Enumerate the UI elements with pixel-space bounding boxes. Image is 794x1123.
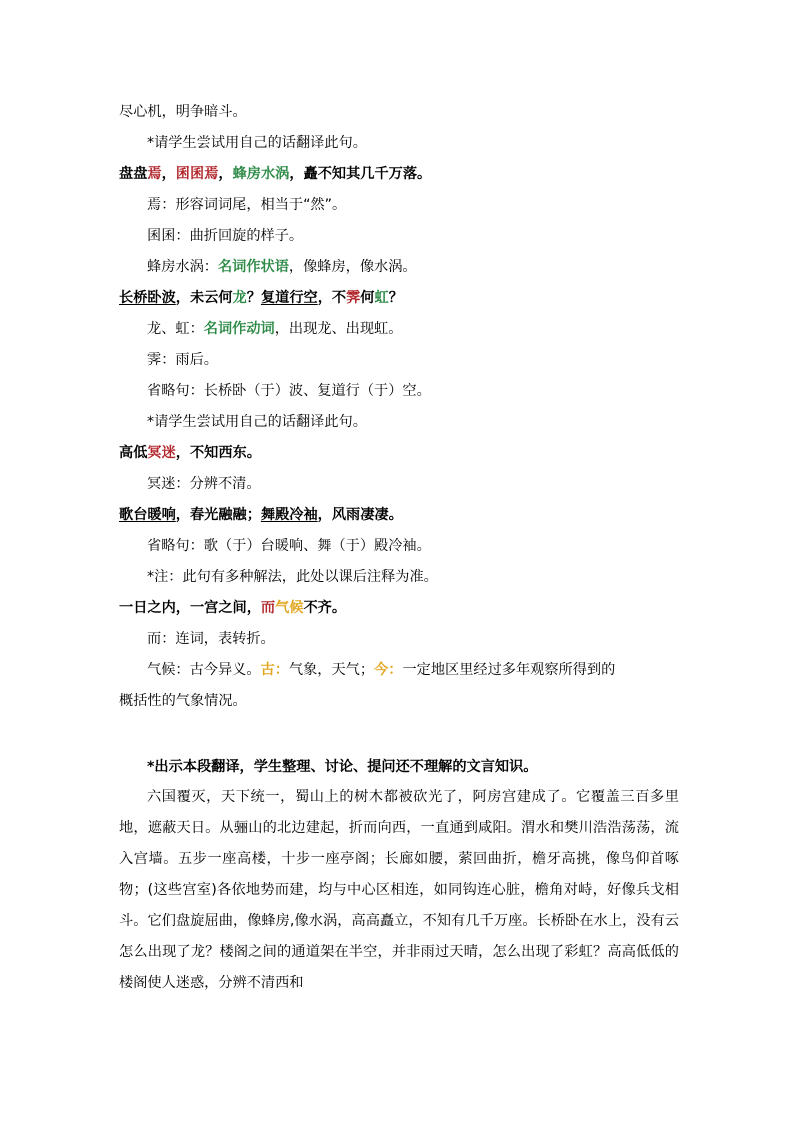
grammar-tag: 名词作动词 <box>203 321 275 337</box>
annotation-text: 一定地区里经过多年观察所得到的 <box>402 662 616 678</box>
keyword-highlight: 囷囷 <box>175 166 205 182</box>
sentence-segment: 不齐。 <box>303 600 347 616</box>
classical-sentence <box>119 598 679 618</box>
classical-sentence <box>119 164 679 184</box>
keyword-highlight: 气候 <box>275 600 304 616</box>
sentence-segment: ？ <box>246 290 261 306</box>
keyword-highlight: 龙 <box>232 290 247 306</box>
annotation-line: 焉：形容词词尾，相当于“然”。 <box>147 197 347 213</box>
annotation-term: 蜂房水涡： <box>147 259 218 275</box>
sentence-segment: 何 <box>360 290 375 306</box>
annotation-line <box>147 319 707 339</box>
annotation-continuation: 概括性的气象情况。 <box>119 693 247 709</box>
annotation-line: 而：连词，表转折。 <box>147 631 275 647</box>
sentence-segment: ，风雨凄凄。 <box>317 507 403 523</box>
keyword-highlight: 虹 <box>374 290 389 306</box>
sentence-segment: ，未云何 <box>175 290 233 306</box>
sentence-segment: ？ <box>388 290 403 306</box>
annotation-text: ，出现龙、出现虹。 <box>274 321 403 337</box>
annotation-line: 囷囷：曲折回旋的样子。 <box>147 228 304 244</box>
annotation-text: 气象，天气； <box>288 662 375 678</box>
text-line: 尽心机，明争暗斗。 <box>119 104 247 120</box>
annotation-line: 省略句：歌（于）台暖响、舞（于）殿冷袖。 <box>147 538 431 554</box>
annotation-line <box>147 257 707 277</box>
sentence-segment: ，不 <box>317 290 347 306</box>
annotation-line <box>147 660 707 680</box>
translation-paragraph: 六国覆灭，天下统一，蜀山上的树木都被砍光了，阿房宫建成了。它覆盖三百多里地，遮蔽天日。从骊山的北边建起，折而向西，一直通到咸阳。渭水和樊川浩浩荡荡，流入宫墙。五步一座高楼，十步一座亭阁；长廊如腰，萦回曲折，檐牙高挑，像鸟仰首啄物；(这些宫室)各依地势而建，均与中心区相连，如同钩连心脏，檐角对峙，好像兵戈相斗。它们盘旋屈曲，像蜂房,像水涡，高高矗立，不知有几千万座。长桥卧在水上，没有云怎么出现了龙？楼阁之间的通道架在半空，并非雨过天晴，怎么出现了彩虹？高高低低的楼阁使人迷惑，分辨不清西和 <box>119 789 679 991</box>
annotation-line: 霁：雨后。 <box>147 352 218 368</box>
underlined-phrase: 歌台暖响 <box>119 507 176 523</box>
modern-meaning-label: 今： <box>374 662 403 678</box>
section-heading: *出示本段翻译，学生整理、讨论、提问还不理解的文言知识。 <box>147 759 538 775</box>
sentence-segment: ，春光融融； <box>175 507 261 523</box>
underlined-phrase: 复道行空 <box>260 290 318 306</box>
teacher-note: *请学生尝试用自己的话翻译此句。 <box>147 135 367 151</box>
classical-sentence <box>119 505 679 525</box>
sentence-segment: 盘盘 <box>119 166 148 182</box>
underlined-phrase: 舞殿冷袖 <box>260 507 318 523</box>
keyword-highlight: 而 <box>260 600 276 616</box>
classical-sentence <box>119 288 679 308</box>
keyword-highlight: 蜂房水涡 <box>232 166 290 182</box>
underlined-phrase: 长桥卧波 <box>119 290 176 306</box>
grammar-tag: 名词作状语 <box>217 259 289 275</box>
teacher-note: *注：此句有多种解法，此处以课后注释为准。 <box>147 569 438 585</box>
ancient-meaning-label: 古： <box>260 662 289 678</box>
keyword-highlight: 焉 <box>147 166 162 182</box>
sentence-segment: 一日之内，一宫之间， <box>119 600 261 616</box>
annotation-term: 龙、虹： <box>147 321 204 337</box>
teacher-note: *请学生尝试用自己的话翻译此句。 <box>147 414 367 430</box>
keyword-highlight: 焉 <box>204 166 219 182</box>
keyword-highlight: 霁 <box>346 290 361 306</box>
sentence-segment: ， <box>218 166 233 182</box>
sentence-segment: ，矗不知其几千万落。 <box>289 166 432 182</box>
sentence-segment: ， <box>161 166 176 182</box>
annotation-text: ，像蜂房，像水涡。 <box>288 259 417 275</box>
sentence-segment: ，不知西东。 <box>175 445 261 461</box>
annotation-line: 省略句：长桥卧（于）波、复道行（于）空。 <box>147 383 431 399</box>
keyword-highlight: 冥迷 <box>147 445 176 461</box>
classical-sentence <box>119 443 679 463</box>
sentence-segment: 高低 <box>119 445 148 461</box>
annotation-line: 冥迷：分辨不清。 <box>147 476 261 492</box>
annotation-term: 气候：古今异义。 <box>147 662 261 678</box>
